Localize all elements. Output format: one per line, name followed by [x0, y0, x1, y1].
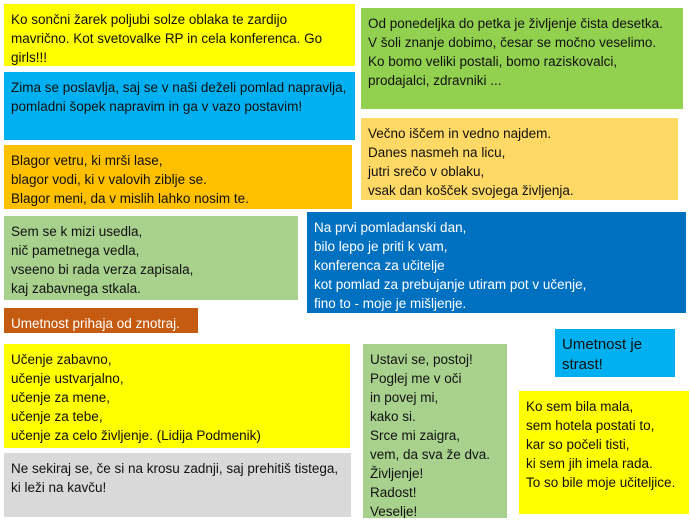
- note-line: Večno iščem in vedno najdem.: [368, 126, 552, 141]
- note-line: vsak dan košček svojega življenja.: [368, 183, 574, 198]
- note-line: konferenca za učitelje: [314, 258, 445, 273]
- note-line: kaj zabavnega stkala.: [11, 281, 141, 296]
- note-line: ki sem jih imela rada.: [526, 456, 653, 471]
- note-first-spring-day: [307, 212, 686, 313]
- note-line: Zima se poslavlja, saj se v naši deželi pomlad napravlja,: [11, 80, 347, 95]
- note-line: učenje za tebe,: [11, 409, 103, 424]
- note-line: Radost!: [370, 485, 417, 500]
- note-line: fino to - moje je mišljenje.: [314, 296, 467, 311]
- note-line: Umetnost prihaja od znotraj.: [11, 316, 180, 331]
- note-art-is-passion: [555, 329, 675, 377]
- note-fun-learning: [4, 344, 350, 448]
- note-line: Učenje zabavno,: [11, 352, 112, 367]
- note-line: nič pametnega vedla,: [11, 243, 140, 258]
- note-line: Ko bomo veliki postali, bomo raziskovalci, prodajalci, zdravniki ...: [368, 54, 618, 88]
- note-stop-and-stay: [363, 344, 507, 518]
- note-monday-to-friday: [361, 8, 683, 109]
- note-line: Na prvi pomladanski dan,: [314, 220, 467, 235]
- note-winter-farewell: [4, 72, 355, 140]
- note-sat-at-table: [4, 216, 298, 300]
- note-dont-worry: [4, 453, 351, 517]
- note-line: kar so počeli tisti,: [526, 437, 630, 452]
- note-line: Danes nasmeh na licu,: [368, 145, 506, 160]
- note-line: Poglej me v oči: [370, 371, 462, 386]
- note-line: Srce mi zaigra,: [370, 428, 461, 443]
- note-line: Sem se k mizi usedla,: [11, 224, 143, 239]
- note-line: jutri srečo v oblaku,: [368, 164, 485, 179]
- note-line: Blagor vetru, ki mrši lase,: [11, 153, 163, 168]
- note-blessed-wind: [4, 145, 352, 209]
- note-line: vseeno bi rada verza zapisala,: [11, 262, 194, 277]
- note-line: V šoli znanje dobimo, česar se močno veselimo.: [368, 35, 657, 50]
- note-line: kako si.: [370, 409, 416, 424]
- note-line: in povej mi,: [370, 390, 439, 405]
- note-when-i-was-little: [519, 391, 689, 514]
- note-always-seeking: [361, 118, 678, 200]
- note-line: Ko sem bila mala,: [526, 399, 634, 414]
- note-line: Ne sekiraj se, če si na krosu zadnji, saj prehitiš tistega, ki leži na kavču!: [11, 461, 339, 495]
- note-line: Življenje!: [370, 466, 424, 481]
- note-line: kot pomlad za prebujanje utiram pot v učenje,: [314, 277, 587, 292]
- note-line: bilo lepo je priti k vam,: [314, 239, 448, 254]
- note-line: Blagor meni, da v mislih lahko nosim te.: [11, 191, 249, 206]
- note-art-from-within: [4, 308, 198, 333]
- note-line: Umetnost je strast!: [562, 336, 643, 373]
- note-line: Ko sončni žarek poljubi solze oblaka te zardijo mavrično. Kot svetovalke RP in cela konferenca. Go girls!!!: [11, 12, 323, 65]
- note-line: Ustavi se, postoj!: [370, 352, 473, 367]
- note-line: Od ponedeljka do petka je življenje čista desetka.: [368, 16, 663, 31]
- note-line: pomladni šopek napravim in ga v vazo postavim!: [11, 99, 303, 114]
- note-line: To so bile moje učiteljice.: [526, 475, 676, 490]
- note-line: učenje ustvarjalno,: [11, 371, 124, 386]
- note-line: učenje za celo življenje. (Lidija Podmenik): [11, 428, 261, 443]
- note-line: blagor vodi, ki v valovih ziblje se.: [11, 172, 207, 187]
- note-line: Veselje!: [370, 504, 418, 518]
- note-line: vem, da sva že dva.: [370, 447, 491, 462]
- note-sun-ray: [4, 4, 355, 66]
- note-line: sem hotela postati to,: [526, 418, 655, 433]
- note-line: učenje za mene,: [11, 390, 111, 405]
